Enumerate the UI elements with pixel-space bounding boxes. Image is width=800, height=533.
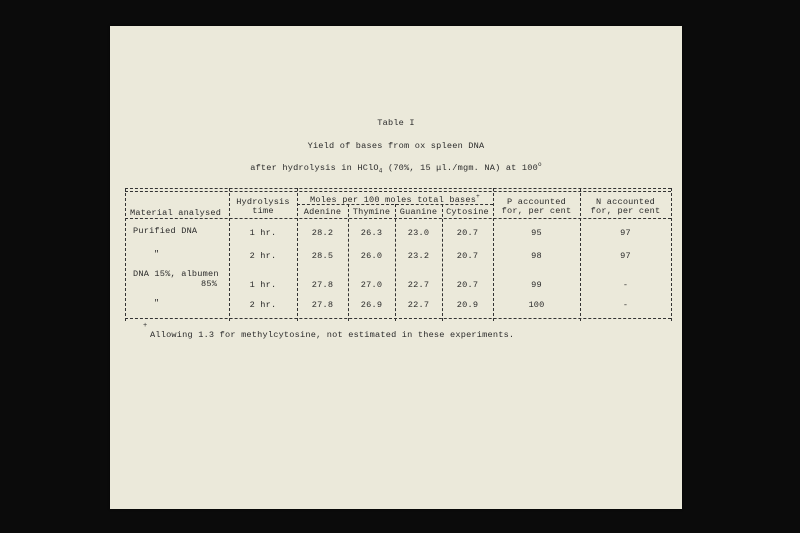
header-n-1: N accounted <box>596 197 655 207</box>
row-4-material: " <box>154 298 160 308</box>
header-moles-group <box>297 193 493 205</box>
header-n-2: for, per cent <box>590 206 661 216</box>
row-1-time: 1 hr. <box>249 228 277 238</box>
data-table <box>125 188 671 321</box>
row-4-thymine: 26.9 <box>360 300 383 310</box>
row-1-adenine: 28.2 <box>311 228 334 238</box>
subtitle-2-superscript: o <box>537 161 542 168</box>
row-2-cytosine: 20.7 <box>456 251 479 261</box>
row-4-cytosine: 20.9 <box>456 300 479 310</box>
row-3-n: - <box>622 280 629 290</box>
header-adenine: Adenine <box>303 207 342 217</box>
subtitle-2-subscript: 4 <box>378 167 383 175</box>
row-1-cytosine: 20.7 <box>456 228 479 238</box>
table-top-rule <box>125 188 671 189</box>
row-2-p: 98 <box>531 251 542 261</box>
header-cytosine: Cytosine <box>446 207 489 217</box>
row-3-material: DNA 15%, albumen <box>133 269 219 279</box>
row-3-thymine: 27.0 <box>360 280 383 290</box>
header-hydrolysis-2: time <box>252 206 274 216</box>
row-1-material: Purified DNA <box>133 226 198 236</box>
subtitle-2-start: after hydrolysis in HClO <box>250 162 379 173</box>
row-2-adenine: 28.5 <box>311 251 334 261</box>
header-p-1: P accounted <box>507 197 566 207</box>
row-3-material-line2: 85% <box>201 279 218 289</box>
row-4-adenine: 27.8 <box>311 300 334 310</box>
header-moles-mark: + <box>476 193 480 200</box>
row-4-n: - <box>622 300 629 310</box>
document-page <box>110 26 682 509</box>
row-1-n: 97 <box>620 228 631 238</box>
footnote-text: Allowing 1.3 for methylcytosine, not estimated in these experiments. <box>150 330 515 340</box>
row-4-p: 100 <box>528 300 545 310</box>
header-guanine: Guanine <box>399 207 438 217</box>
row-4-time: 2 hr. <box>249 300 277 310</box>
table-subtitle-1: Yield of bases from ox spleen DNA <box>307 141 485 151</box>
header-rule <box>125 218 671 219</box>
row-2-material: " <box>154 249 160 259</box>
header-thymine: Thymine <box>352 207 391 217</box>
subtitle-2-mid: (70%, 15 μl./mgm. NA) at 100 <box>382 162 538 173</box>
row-2-time: 2 hr. <box>249 251 277 261</box>
row-3-time: 1 hr. <box>249 280 277 290</box>
row-1-guanine: 23.0 <box>407 228 430 238</box>
header-moles-text: Moles per 100 moles total bases <box>310 194 477 205</box>
row-1-thymine: 26.3 <box>360 228 383 238</box>
row-3-p: 99 <box>531 280 542 290</box>
table-title: Table I <box>377 118 415 128</box>
row-3-cytosine: 20.7 <box>456 280 479 290</box>
table-top-rule-2 <box>125 191 671 192</box>
row-3-adenine: 27.8 <box>311 280 334 290</box>
row-3-guanine: 22.7 <box>407 280 430 290</box>
row-2-thymine: 26.0 <box>360 251 383 261</box>
header-material: Material analysed <box>130 208 222 218</box>
header-p-2: for, per cent <box>501 206 572 216</box>
col-rule-8 <box>671 188 672 321</box>
row-1-p: 95 <box>531 228 542 238</box>
table-bottom-rule <box>125 318 671 319</box>
row-2-guanine: 23.2 <box>407 251 430 261</box>
col-rule-0 <box>125 188 126 321</box>
footnote-mark: + <box>143 322 148 330</box>
table-subtitle-2 <box>110 161 682 175</box>
header-hydrolysis-1: Hydrolysis <box>236 197 290 207</box>
row-4-guanine: 22.7 <box>407 300 430 310</box>
row-2-n: 97 <box>620 251 631 261</box>
